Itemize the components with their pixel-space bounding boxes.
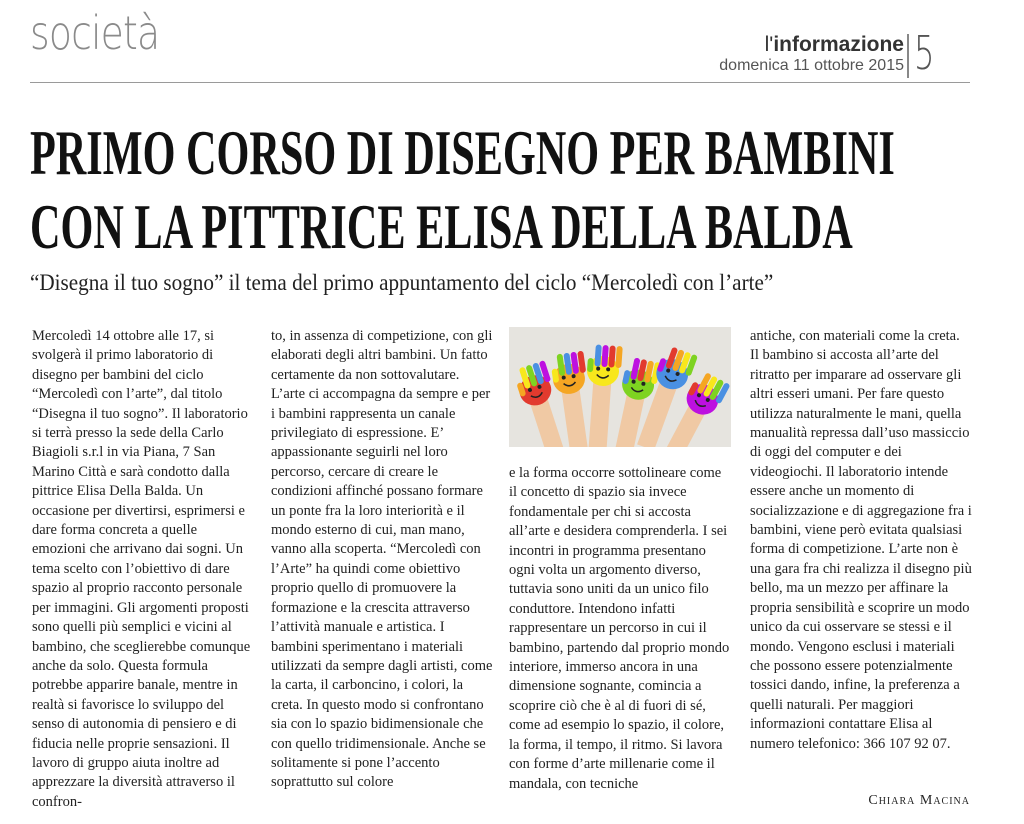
painted-hands-photo xyxy=(509,327,731,447)
column-text: to, in assenza di competizione, con gli elaborati degli altri bambini. Un fatto certamente da non sottovalutare. L’arte ci accompagna da sempre e per i bambini rappresenta un canale privilegiato di espressione. E’ appassionante seguirli nel loro percorso, cercare di creare le condizioni affinché possano formare un ponte fra la loro interiorità e il mondo esterno di cui, man mano, vanno alla scoperta. “Mercoledì con l’Arte” ha quindi come obiettivo proprio quello di promuovere la formazione e la crescita attraverso l’attività manuale e artistica. I bambini sperimentano i materiali utilizzati da sempre dagli artisti, come la carta, il carboncino, i colori, la creta. In questo modo si confrontano sia con lo spazio bidimensionale che con quello tridimensionale. Anche se solitamente si pone l’accento soprattutto sul colore xyxy=(271,328,493,791)
article-column-1 xyxy=(32,327,254,812)
column-text: Mercoledì 14 ottobre alle 17, si svolgerà il primo laboratorio di disegno per bambini del ciclo “Mercoledì con l’arte”, dal titolo “Disegna il tuo sogno”. Il laboratorio si terrà presso la sede della Carlo Biagioli s.r.l in via Piana, 7 San Marino Città e sarà condotto dalla pittrice Elisa Della Balda. Un occasione per divertirsi, esprimersi e dare forma concreta a quelle emozioni che arrivano dai sogni. Un tema scelto con l’obiettivo di dare spazio al proprio racconto personale per immagini. Gli argomenti proposti sono quelli più semplici e vicini al bambino, che sceglierebbe comunque anche da solo. Questa formula potrebbe apparire banale, mentre in realtà si favorisce lo sviluppo del senso di autonomia di pensiero e di fiducia nelle proprie sensazioni. Il lavoro di gruppo aiuta inoltre ad apprezzare la diversità attraverso il confron- xyxy=(32,328,251,810)
headline xyxy=(30,116,895,264)
column-text: e la forma occorre sottolineare come il concetto di spazio sia invece fondamentale per chi si accosta all’arte e desidera comprenderla. I sei incontri in programma presentano ogni volta un argomento diverso, tuttavia sono uniti da un unico filo conduttore. Intendono infatti rappresentare un percorso in cui il bambino, partendo dal proprio mondo interiore, immerso ancora in una dimensione sognante, comincia a scoprire ciò che è al di fuori di sé, come ad esempio lo spazio, il colore, la forma, il tempo, il ritmo. Si lavora con forme d’arte millenarie come il mandala, con tecniche xyxy=(509,465,730,792)
article-column-4 xyxy=(750,327,972,754)
headline-line-1: PRIMO CORSO DI DISEGNO PER BAMBINI xyxy=(30,117,895,188)
brand-name: informazione xyxy=(773,33,904,56)
header-divider xyxy=(907,34,909,78)
article-column-2 xyxy=(271,327,493,793)
brand-prefix: l' xyxy=(764,33,774,56)
painted-hands-illustration xyxy=(509,327,731,447)
byline: Chiara Macina xyxy=(868,793,970,808)
section-label: società xyxy=(30,6,160,60)
column-text: antiche, con materiali come la creta. Il bambino si accosta all’arte del ritratto per imparare ad osservare gli altri esseri umani. Per fare questo utilizza naturalmente le mani, quella manualità repressa dall’uso massiccio di oggi del computer e dei videogiochi. Il laboratorio intende essere anche un momento di socializzazione e di aggregazione fra i bambini, viene però evitata qualsiasi forma di competizione. L’arte non è una gara fra chi realizza il disegno più bello, ma un mezzo per affinare la propria sensibilità e scoprire un modo unico da cui osservare se stessi e il mondo. Vengono esclusi i materiali che possono essere potenzialmente tossici dando, infine, la preferenza a quelli naturali. Per maggiori informazioni contattare Elisa al numero telefonico: 366 107 92 07. xyxy=(750,328,972,752)
article-column-3 xyxy=(509,464,731,794)
newspaper-brand xyxy=(719,34,904,56)
subheadline: “Disegna il tuo sogno” il tema del primo appuntamento del ciclo “Mercoledì con l’arte” xyxy=(30,270,774,295)
masthead xyxy=(719,34,904,76)
issue-date: domenica 11 ottobre 2015 xyxy=(719,57,904,74)
page-number: 5 xyxy=(914,26,935,80)
headline-line-2: CON LA PITTRICE ELISA DELLA BALDA xyxy=(30,191,853,262)
header-rule xyxy=(30,82,970,83)
